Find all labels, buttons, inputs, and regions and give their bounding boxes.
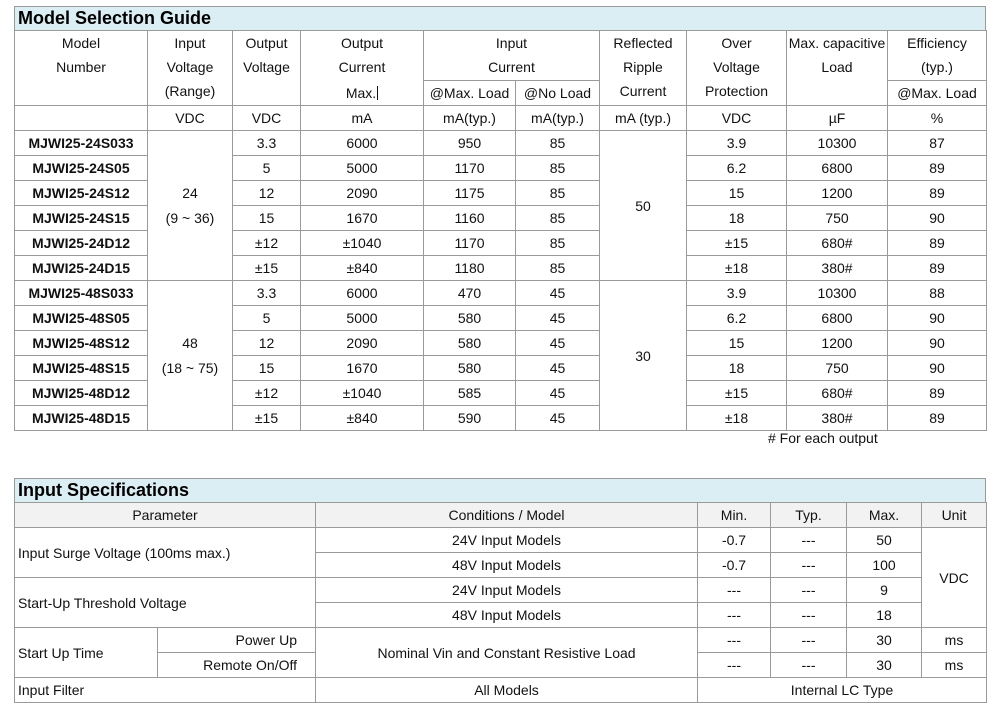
model-number: MJWI25-24S12: [15, 181, 148, 206]
input-current-noload: 85: [516, 156, 600, 181]
unit-cell: mA (typ.): [600, 106, 687, 131]
input-current-maxload: 470: [424, 281, 516, 306]
output-current: 5000: [301, 156, 424, 181]
input-current-maxload: 590: [424, 406, 516, 431]
cap-load: 680#: [787, 231, 888, 256]
input-current-maxload: 950: [424, 131, 516, 156]
efficiency: 87: [888, 131, 987, 156]
ripple-24: 50: [600, 131, 687, 281]
header-row: [15, 31, 987, 56]
output-voltage: 3.3: [233, 281, 301, 306]
cap-load: 750: [787, 206, 888, 231]
efficiency: 90: [888, 206, 987, 231]
model-number: MJWI25-48D15: [15, 406, 148, 431]
startup-condition: Nominal Vin and Constant Resistive Load: [316, 628, 698, 678]
input-current-noload: 85: [516, 131, 600, 156]
output-current: ±840: [301, 256, 424, 281]
input-current-noload: 85: [516, 256, 600, 281]
efficiency: 90: [888, 331, 987, 356]
header-conditions: Conditions / Model: [316, 503, 698, 528]
max-value: 100: [847, 553, 922, 578]
ovp: 15: [687, 181, 787, 206]
output-current: 5000: [301, 306, 424, 331]
threshold-voltage-label: Start-Up Threshold Voltage: [15, 578, 316, 628]
efficiency: 90: [888, 356, 987, 381]
table-row: [15, 578, 987, 603]
unit-value: ms: [922, 628, 987, 653]
input-voltage-24: 24 (9 ~ 36): [148, 131, 233, 281]
condition: 48V Input Models: [316, 553, 698, 578]
model-number: MJWI25-48S05: [15, 306, 148, 331]
unit-cell: %: [888, 106, 987, 131]
header-output-current: Output Current: [301, 31, 424, 81]
cap-load: 6800: [787, 306, 888, 331]
model-number: MJWI25-24S05: [15, 156, 148, 181]
unit-cell: mA: [301, 106, 424, 131]
input-current-maxload: 1175: [424, 181, 516, 206]
header-unit: Unit: [922, 503, 987, 528]
unit-cell: VDC: [687, 106, 787, 131]
output-voltage: ±12: [233, 381, 301, 406]
unit-cell: mA(typ.): [516, 106, 600, 131]
condition: 48V Input Models: [316, 603, 698, 628]
table-row: [15, 628, 987, 653]
efficiency: 89: [888, 156, 987, 181]
output-voltage: 12: [233, 331, 301, 356]
table-row: [15, 131, 987, 156]
output-current: ±1040: [301, 381, 424, 406]
model-selection-table: [14, 30, 987, 431]
model-selection-title: Model Selection Guide: [14, 6, 986, 30]
typ-value: ---: [771, 528, 847, 553]
header-output-current-max: Max.: [301, 81, 424, 106]
input-current-noload: 45: [516, 406, 600, 431]
ovp: 18: [687, 356, 787, 381]
output-current: ±1040: [301, 231, 424, 256]
output-current: ±840: [301, 406, 424, 431]
header-typ: Typ.: [771, 503, 847, 528]
model-number: MJWI25-48S033: [15, 281, 148, 306]
header-efficiency: Efficiency (typ.): [888, 31, 987, 81]
max-value: 30: [847, 628, 922, 653]
input-current-noload: 85: [516, 231, 600, 256]
max-value: 9: [847, 578, 922, 603]
input-specifications-section: [14, 478, 986, 703]
efficiency: 89: [888, 231, 987, 256]
input-current-maxload: 1160: [424, 206, 516, 231]
ovp: ±18: [687, 256, 787, 281]
output-current: 2090: [301, 331, 424, 356]
header-input-voltage: Input Voltage (Range): [148, 31, 233, 106]
typ-value: ---: [771, 628, 847, 653]
cap-load: 6800: [787, 156, 888, 181]
input-current-noload: 85: [516, 206, 600, 231]
cap-load: 1200: [787, 181, 888, 206]
cap-load: 680#: [787, 381, 888, 406]
ovp: 18: [687, 206, 787, 231]
condition: 24V Input Models: [316, 528, 698, 553]
header-input-current-noload: @No Load: [516, 81, 600, 106]
output-current: 6000: [301, 131, 424, 156]
header-reflected-ripple: Reflected Ripple Current: [600, 31, 687, 106]
cap-load: 1200: [787, 331, 888, 356]
unit-value: ms: [922, 653, 987, 678]
input-filter-label: Input Filter: [15, 678, 316, 703]
model-selection-section: [14, 6, 986, 431]
input-current-noload: 45: [516, 306, 600, 331]
ripple-48: 30: [600, 281, 687, 431]
header-max: Max.: [847, 503, 922, 528]
input-current-noload: 45: [516, 281, 600, 306]
input-specifications-title: Input Specifications: [14, 478, 986, 502]
header-capacitive-load: Max. capacitive Load: [787, 31, 888, 106]
input-current-noload: 45: [516, 356, 600, 381]
units-row: [15, 106, 987, 131]
input-current-maxload: 1170: [424, 156, 516, 181]
efficiency: 89: [888, 381, 987, 406]
header-over-voltage: Over Voltage Protection: [687, 31, 787, 106]
input-current-maxload: 1180: [424, 256, 516, 281]
input-current-maxload: 580: [424, 356, 516, 381]
input-current-maxload: 1170: [424, 231, 516, 256]
header-parameter: Parameter: [15, 503, 316, 528]
surge-voltage-label: Input Surge Voltage (100ms max.): [15, 528, 316, 578]
ovp: 6.2: [687, 306, 787, 331]
min-value: ---: [698, 603, 771, 628]
model-number: MJWI25-48S15: [15, 356, 148, 381]
header-output-voltage: Output Voltage: [233, 31, 301, 106]
vdc-unit: VDC: [922, 528, 987, 628]
model-number: MJWI25-24D12: [15, 231, 148, 256]
output-voltage: 5: [233, 306, 301, 331]
model-number: MJWI25-24S033: [15, 131, 148, 156]
efficiency: 90: [888, 306, 987, 331]
output-voltage: 15: [233, 206, 301, 231]
cap-load: 380#: [787, 256, 888, 281]
efficiency: 89: [888, 256, 987, 281]
table-row: [15, 678, 987, 703]
header-min: Min.: [698, 503, 771, 528]
min-value: ---: [698, 653, 771, 678]
ovp: ±15: [687, 231, 787, 256]
typ-value: ---: [771, 553, 847, 578]
unit-cell: VDC: [148, 106, 233, 131]
input-current-noload: 45: [516, 381, 600, 406]
ovp: ±15: [687, 381, 787, 406]
ovp: 3.9: [687, 281, 787, 306]
max-value: 50: [847, 528, 922, 553]
ovp: ±18: [687, 406, 787, 431]
max-value: 18: [847, 603, 922, 628]
header-input-current: Input Current: [424, 31, 600, 81]
header-input-current-maxload: @Max. Load: [424, 81, 516, 106]
cap-load: 750: [787, 356, 888, 381]
model-number: MJWI25-48D12: [15, 381, 148, 406]
min-value: -0.7: [698, 528, 771, 553]
header-model-number: Model Number: [15, 31, 148, 106]
output-current: 6000: [301, 281, 424, 306]
header-row: [15, 503, 987, 528]
cap-load: 10300: [787, 281, 888, 306]
max-value: 30: [847, 653, 922, 678]
input-current-noload: 45: [516, 331, 600, 356]
output-voltage: 5: [233, 156, 301, 181]
output-voltage: 3.3: [233, 131, 301, 156]
min-value: ---: [698, 628, 771, 653]
output-current: 1670: [301, 206, 424, 231]
input-current-maxload: 580: [424, 306, 516, 331]
unit-cell: VDC: [233, 106, 301, 131]
typ-value: ---: [771, 653, 847, 678]
ovp: 15: [687, 331, 787, 356]
efficiency: 89: [888, 181, 987, 206]
ovp: 3.9: [687, 131, 787, 156]
output-voltage: ±15: [233, 256, 301, 281]
table-row: [15, 528, 987, 553]
efficiency: 88: [888, 281, 987, 306]
efficiency: 89: [888, 406, 987, 431]
input-current-noload: 85: [516, 181, 600, 206]
output-voltage: ±15: [233, 406, 301, 431]
model-number: MJWI25-48S12: [15, 331, 148, 356]
output-current: 2090: [301, 181, 424, 206]
input-current-maxload: 580: [424, 331, 516, 356]
input-specifications-table: [14, 502, 987, 703]
input-filter-value: Internal LC Type: [698, 678, 987, 703]
startup-sub-label: Power Up: [158, 628, 316, 653]
cap-load: 10300: [787, 131, 888, 156]
startup-sub-label: Remote On/Off: [158, 653, 316, 678]
input-filter-condition: All Models: [316, 678, 698, 703]
min-value: ---: [698, 578, 771, 603]
model-number: MJWI25-24S15: [15, 206, 148, 231]
model-number: MJWI25-24D15: [15, 256, 148, 281]
footnote: # For each output: [768, 430, 878, 446]
table-row: [15, 281, 987, 306]
output-current: 1670: [301, 356, 424, 381]
typ-value: ---: [771, 578, 847, 603]
ovp: 6.2: [687, 156, 787, 181]
typ-value: ---: [771, 603, 847, 628]
output-voltage: ±12: [233, 231, 301, 256]
input-current-maxload: 585: [424, 381, 516, 406]
unit-cell: mA(typ.): [424, 106, 516, 131]
min-value: -0.7: [698, 553, 771, 578]
header-efficiency-maxload: @Max. Load: [888, 81, 987, 106]
output-voltage: 12: [233, 181, 301, 206]
input-voltage-48: 48 (18 ~ 75): [148, 281, 233, 431]
cap-load: 380#: [787, 406, 888, 431]
startup-time-label: Start Up Time: [15, 628, 158, 678]
output-voltage: 15: [233, 356, 301, 381]
condition: 24V Input Models: [316, 578, 698, 603]
unit-cell: µF: [787, 106, 888, 131]
